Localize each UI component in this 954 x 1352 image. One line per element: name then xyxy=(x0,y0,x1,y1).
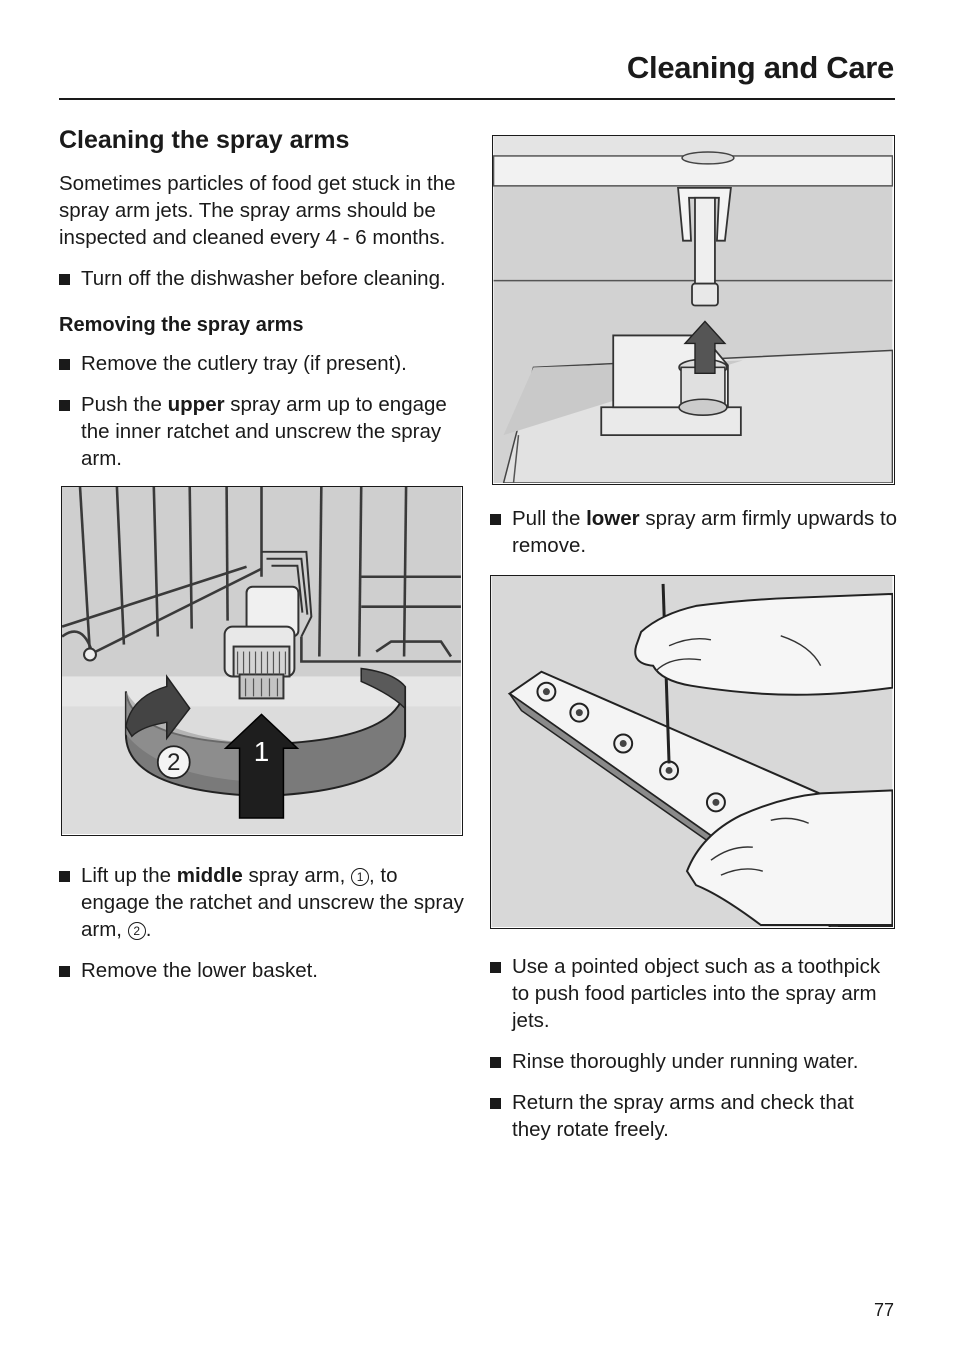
text-run: spray arm, xyxy=(242,864,352,887)
list-item: Remove the lower basket. xyxy=(59,957,467,984)
bullet-list xyxy=(59,862,467,984)
circled-number-1: 1 xyxy=(351,868,369,886)
text-run: spray arm firmly upwards to remove. xyxy=(512,507,898,557)
page-header-title: Cleaning and Care xyxy=(626,50,894,85)
list-item: Remove the cutlery tray (if present). xyxy=(59,350,467,377)
figure-middle-spray-arm xyxy=(61,486,463,836)
text-run: . xyxy=(145,918,152,941)
left-column xyxy=(59,124,467,998)
bullet-list xyxy=(490,953,898,1143)
bullet-list xyxy=(490,505,898,559)
list-item: Use a pointed object such as a toothpick to push food particles into the spray arm jets. xyxy=(490,953,898,1034)
list-item: Rinse thoroughly under running water. xyxy=(490,1048,898,1075)
subheading: Removing the spray arms xyxy=(59,314,304,336)
list-item: Return the spray arms and check that they rotate freely. xyxy=(490,1089,898,1143)
list-item xyxy=(59,862,467,943)
list-item: Turn off the dishwasher before cleaning. xyxy=(59,265,467,292)
bold-text: lower xyxy=(586,507,640,530)
bullet-list xyxy=(59,350,467,472)
header-rule xyxy=(59,98,895,100)
list-item xyxy=(59,391,467,472)
bold-text: upper xyxy=(167,393,225,416)
text-run: Pull the xyxy=(512,507,587,530)
right-column xyxy=(490,135,898,1157)
list-item xyxy=(490,505,898,559)
figure-label-1: 1 xyxy=(253,736,270,768)
text-run: Lift up the xyxy=(81,864,177,887)
bullet-list xyxy=(59,265,467,292)
circled-number-2: 2 xyxy=(128,922,146,940)
section-title: Cleaning the spray arms xyxy=(59,126,350,154)
figure-upper-spray-arm xyxy=(492,135,895,485)
text-run: Push the xyxy=(81,393,168,416)
bold-text: middle xyxy=(176,864,243,887)
figure-cleaning-jets xyxy=(490,575,895,929)
page-number: 77 xyxy=(873,1300,894,1320)
intro-paragraph: Sometimes particles of food get stuck in the spray arm jets. The spray arms should be inspected and cleaned every 4 - 6 months. xyxy=(59,172,456,249)
text-run: , to engage the ratchet and unscrew the spray arm, xyxy=(81,864,464,941)
text-run: spray arm up to engage the inner ratchet and unscrew the spray arm. xyxy=(81,393,447,470)
figure-label-2: 2 xyxy=(167,749,181,777)
